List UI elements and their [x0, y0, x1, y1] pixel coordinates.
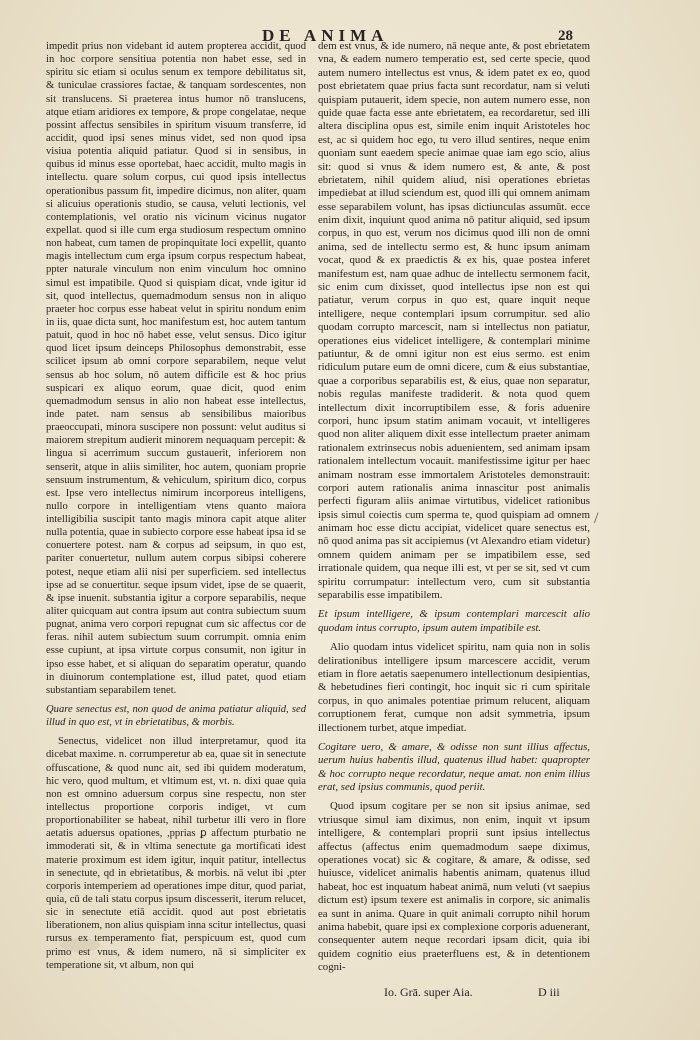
running-title: DE ANIMA — [262, 26, 389, 45]
signature-name: Io. Grā. super Aia. — [384, 985, 473, 999]
signature-mark: D iii — [538, 985, 560, 999]
lemma: Quare senectus est, non quod de anima patiatur aliquid, sed illud in quo est, vt in ebrietatibus, & morbis. — [46, 704, 306, 729]
commentary-paragraph: Quod ipsum cogitare per se non sit ipsius animae, sed vtriusque simul iam diximus, non enim, inquit vt ipsum intelligere, & contemplari proprii sunt ipsius intellectus affectus (affectus enim quemadmodum saepe diximus, operationes vocat) sic & cogitare, & amare, & odisse, sed huiusce, videlicet animalis habentis animam, quatenus illud habeat, hoc est inquatum habeat animā, num veluti (vt saepius dictum est) ipsum texere est animalis in corpore, sic animalis ea sunt in anima. Quare in quit animali corrupto nihil horum anima habebit, quare ipsi ex complexione corporis aduenerant, consequenter autem neque recordari ipsam dicit, quia ibi quidem cognitio eius praeterfluens est, & in detentionem cogni- — [318, 800, 590, 974]
paper-stain — [60, 938, 100, 952]
commentary-paragraph: Alio quodam intus videlicet spiritu, nam quia non in solis delirationibus intelligere ipsum marcescere accidit, verum etiam in flore aetatis saepenumero intellectionum desipientias, & hebetudines fieri contingit, hoc inquit sic ri cum spiritale corpus, in quo animales potentiae primum relucent, aliquam corruptionem ferat, cumque non adsit symmetria, ipsum illectionem turbet, atque impediat. — [318, 641, 590, 734]
commentary-paragraph: impedit prius non videbant id autem propterea accidit, quod in hoc corpore sensitiua potentia non habet esse, sed in spiritu sic etiam si oculus senum ex tempore debilitatus sit, & tuniculae crassiores factae, & tanquam sordescentes, non sit translucens. Si praeterea intus humor nō translucens, atque etiam aridiores ex tempore, & prope congelatae, neque possint affectus sensibiles in spiritum visuum transferre, id accidit, quod ipsi senes minus videt, sed non quod ipsa visiua potentia aliquid patiatur. Quod si in sensibus, in quibus id minus esse oportebat, haec accidit, multo magis in intellectu. quare solum corpus, cui quod ipsis intellectus operationibus passum fit, impedire dicimus, non aliter, quam si alicuius operationis studio, se causa, veluti lectionis, vel contemplationis, vel oratio nis vicinum vicinus nugator expellat. quod si ille cum erga studiosum respectum omnino non habeat, cum tamen de propinquitate loci expellit, quanto magis intellectum cum erga ipsum corpus respectum habeat, ppter naturale vinculum non enim vinculum hoc omnino simul est impatibile. Quod si quispiam dicat, vnde igitur id sit, quod intellectus, quemadmodum sensus non in aliquo praeter hoc corpus esse habeat velut in spiritu nondum enim in iis, quae dicta sunt, hoc manifestum est, hoc autem tantum patuit, quod in hoc nō habet esse, velut sensus. Dico igitur quod licet ipsum deinceps Philosophus demonstrabit, esse scilicet ipsum ab omni corpore separabilem, neque velut sensus ab hoc solum, nō autem difficile est & hoc prius suspicari ex aliquo eorum, quae dicit, quod enim quemadmodum sensus in alio non habeat esse intellectus, inde patet. nam sensus ab sensibilibus maioribus praeoccupati, minora suscipere non possunt: velut auditus si maiorem strepitum audierit minorem nequaquam percepit: & lingua si acerrimum succum gustauerit, inferiorem non senserit, atque in aliis similiter, hoc autem, quoniam proprie sensuum instrumentum, & vehiculum, spiritum dico, corpus est. Ipse vero intellectus nimirum incorporeus intelligens, nullo corpore in intelligentiam vtens quanto maiora intelligibilia suscipit tanto magis minora capit atque aliter nulla potentia, quae in subiecto corpore esse habeat ipsa id se conuertere potest. nam & corpus ad seipsum, in quo est, pariter conuertetur, nullum autem corpus sibipsi coherere potest, neque etiam alii nisi per superficiem. sed intellectus ipse ad se conuertitur. seque ipsum videt, ipse de se quaerit, & ipse inuenit. substantia igitur a corpore separabilis, neque aliter quicquam aut contra ipsum aut contra subiectum suum pugnat, anima vero corpori repugnat cum sic affectus cor de feras. nihil autem subiectum suum corrumpit. omnia enim esse cupiunt, at ipsa virtute corpus consumit, non igitur in ipso esse habet, et si aliquan do separatim operatur, quando in diuinorum contemplatione est, illud patet, quod etiam substantiam separabilem tenet. — [46, 41, 306, 696]
lemma: Cogitare uero, & amare, & odisse non sunt illius affectus, uerum huius habentis illud, quatenus illud habet: quapropter & hoc corrupto neque recordatur, neque amat. non enim illius erat, sed ipsius communis, quod periit. — [318, 740, 590, 794]
lemma: Et ipsum intelligere, & ipsum contemplari marcescit alio quodam intus corrupto, ipsum autem impatibile est. — [318, 608, 590, 634]
commentary-paragraph: Senectus, videlicet non illud interpretamur, quod ita dicebat maxime. n. corrumperetur ab ea, quae sit in senectute offuscatione, & quod nunc ait, sed ibi quidem moderatum, hic vero, quod multum, et vltimum est, vt. n. dixi quae quia non est omnino aduersum corpus sine respectu, non ster intellectus proportione corporis indiget, vt cum proportionabiliter se habeat, nihil turbetur illi vero in flore aetatis aduersus opationes, ,pprias ꝑ affectum pturbatio ne immoderati sit, & in vltima senectute ga mortificati idest materie proximum est idem igitur, inquit patitur, intellectus in senectute, qd in ebrietatibus, & morbis. nā velut ibi ,pter corporis intemperiem ad operationes impe ditur, quod pariat, quia, cū de tali statu corpus ipsum discesserit, iterum relucet, sic in senectute etiā accidit. quod aut post ebrietatis liberationem, non alius quispiam inna scitur intellectus, quasi rursus ex temperamento fiat, perspicuum est, quod cum primo est vnus, & idem numero, nā si simpliciter ex temperatione sit, vt album, non qui — [46, 736, 306, 971]
left-column — [46, 40, 306, 972]
right-column — [318, 40, 590, 975]
signature-line — [360, 985, 600, 1003]
commentary-paragraph: dem est vnus, & ide numero, nā neque ante, & post ebrietatem vna, & eadem numero temperatio est, sed certe specie, quod autem numero intellectus est vnus, & idem patet ex eo, quod post ebrietatem quae prius facta sunt recordatur, nam si veluti quispiam putauerit, idem specie, non autem numero esse, non quide quae facta esse ante ebrietatem, ea recordaretur, sed illi altera disciplina opus est, simile enim inquit Aristoteles hoc est, ac si quidem hoc ego, tu vero illud sentires, neque enim quoniam sunt eaedem specie animae quae iam ego scio, alius sit: quod si vnus & idem numero est, & ante, & post ebrietatem, nihil quidem aliud, nisi operationes ebrietas impediebat at illud sciendum est, quod illi qui omnem animam esse separabilem volunt, has ipsas dictiunculas assumūt. ecce enim dixit, inquiunt quod anima nō patitur aliquid, sed ipsum corpus, in quo est, verum nos dicimus quod illi non de omni anima, sed de intellectu sermo est, & hunc ipsum animam vocat, quod & ex praedictis & ex his, quae postea inferet manifestum est, nam quae adhuc de intellectu sermonem facit, sic enim cum dixisset, quod intellectus ipse non est qui patiatur, verum corpus in quo est, quare inquit neque intelligere, neque contemplari ipsum corrumpitur. sed alio quodam corrupto marcescit, nam si intellectus non patiatur, operationes eius videlicet intelligere, & contemplari minime patiuntur, & de omni igitur non est eius sermo. est enim ridiculum putare eum de omni dicere, cum & eius substantiae, quae a corporibus separabilis est, & eius, quae non separatur, nobis regulas manifeste tradiderit. & nota quod quem intellectum dixit incorruptibilem esse, & foris aduenire corpori, hunc ipsum statim animam vocauit, vt intelligeres quod non aliter aliquem dixit esse intellectum praeter animam rationalem extrinsecus nobis aduenientem, sed animam ipsam rationalem intellectum vocauit. manifestissime igitur per haec animam nostram esse immortalem Aristoteles demonstrauit: corpori autem rationalis anima innascitur post animalis perfecti figuram aliis animae virtutibus, videlicet rationibus ipsis simul coiectis cum sperma te, quod quispiam ad omnem animam hoc esse dictu accipiat, videlicet quare senectus est, nō quod anima pas sit accipiemus (vt Alexandro etiam videtur) omnem quidem animam per se impatibilem esse, sed irrationale quidem, qua neque illi est, vt per se sit, sed vt cum spiritu corrumpatur: intellectum vero, cum sit substantia separabilis esse impatibilem. — [318, 40, 590, 602]
folio-number: 28 — [558, 28, 573, 44]
margin-mark: / — [594, 510, 599, 527]
